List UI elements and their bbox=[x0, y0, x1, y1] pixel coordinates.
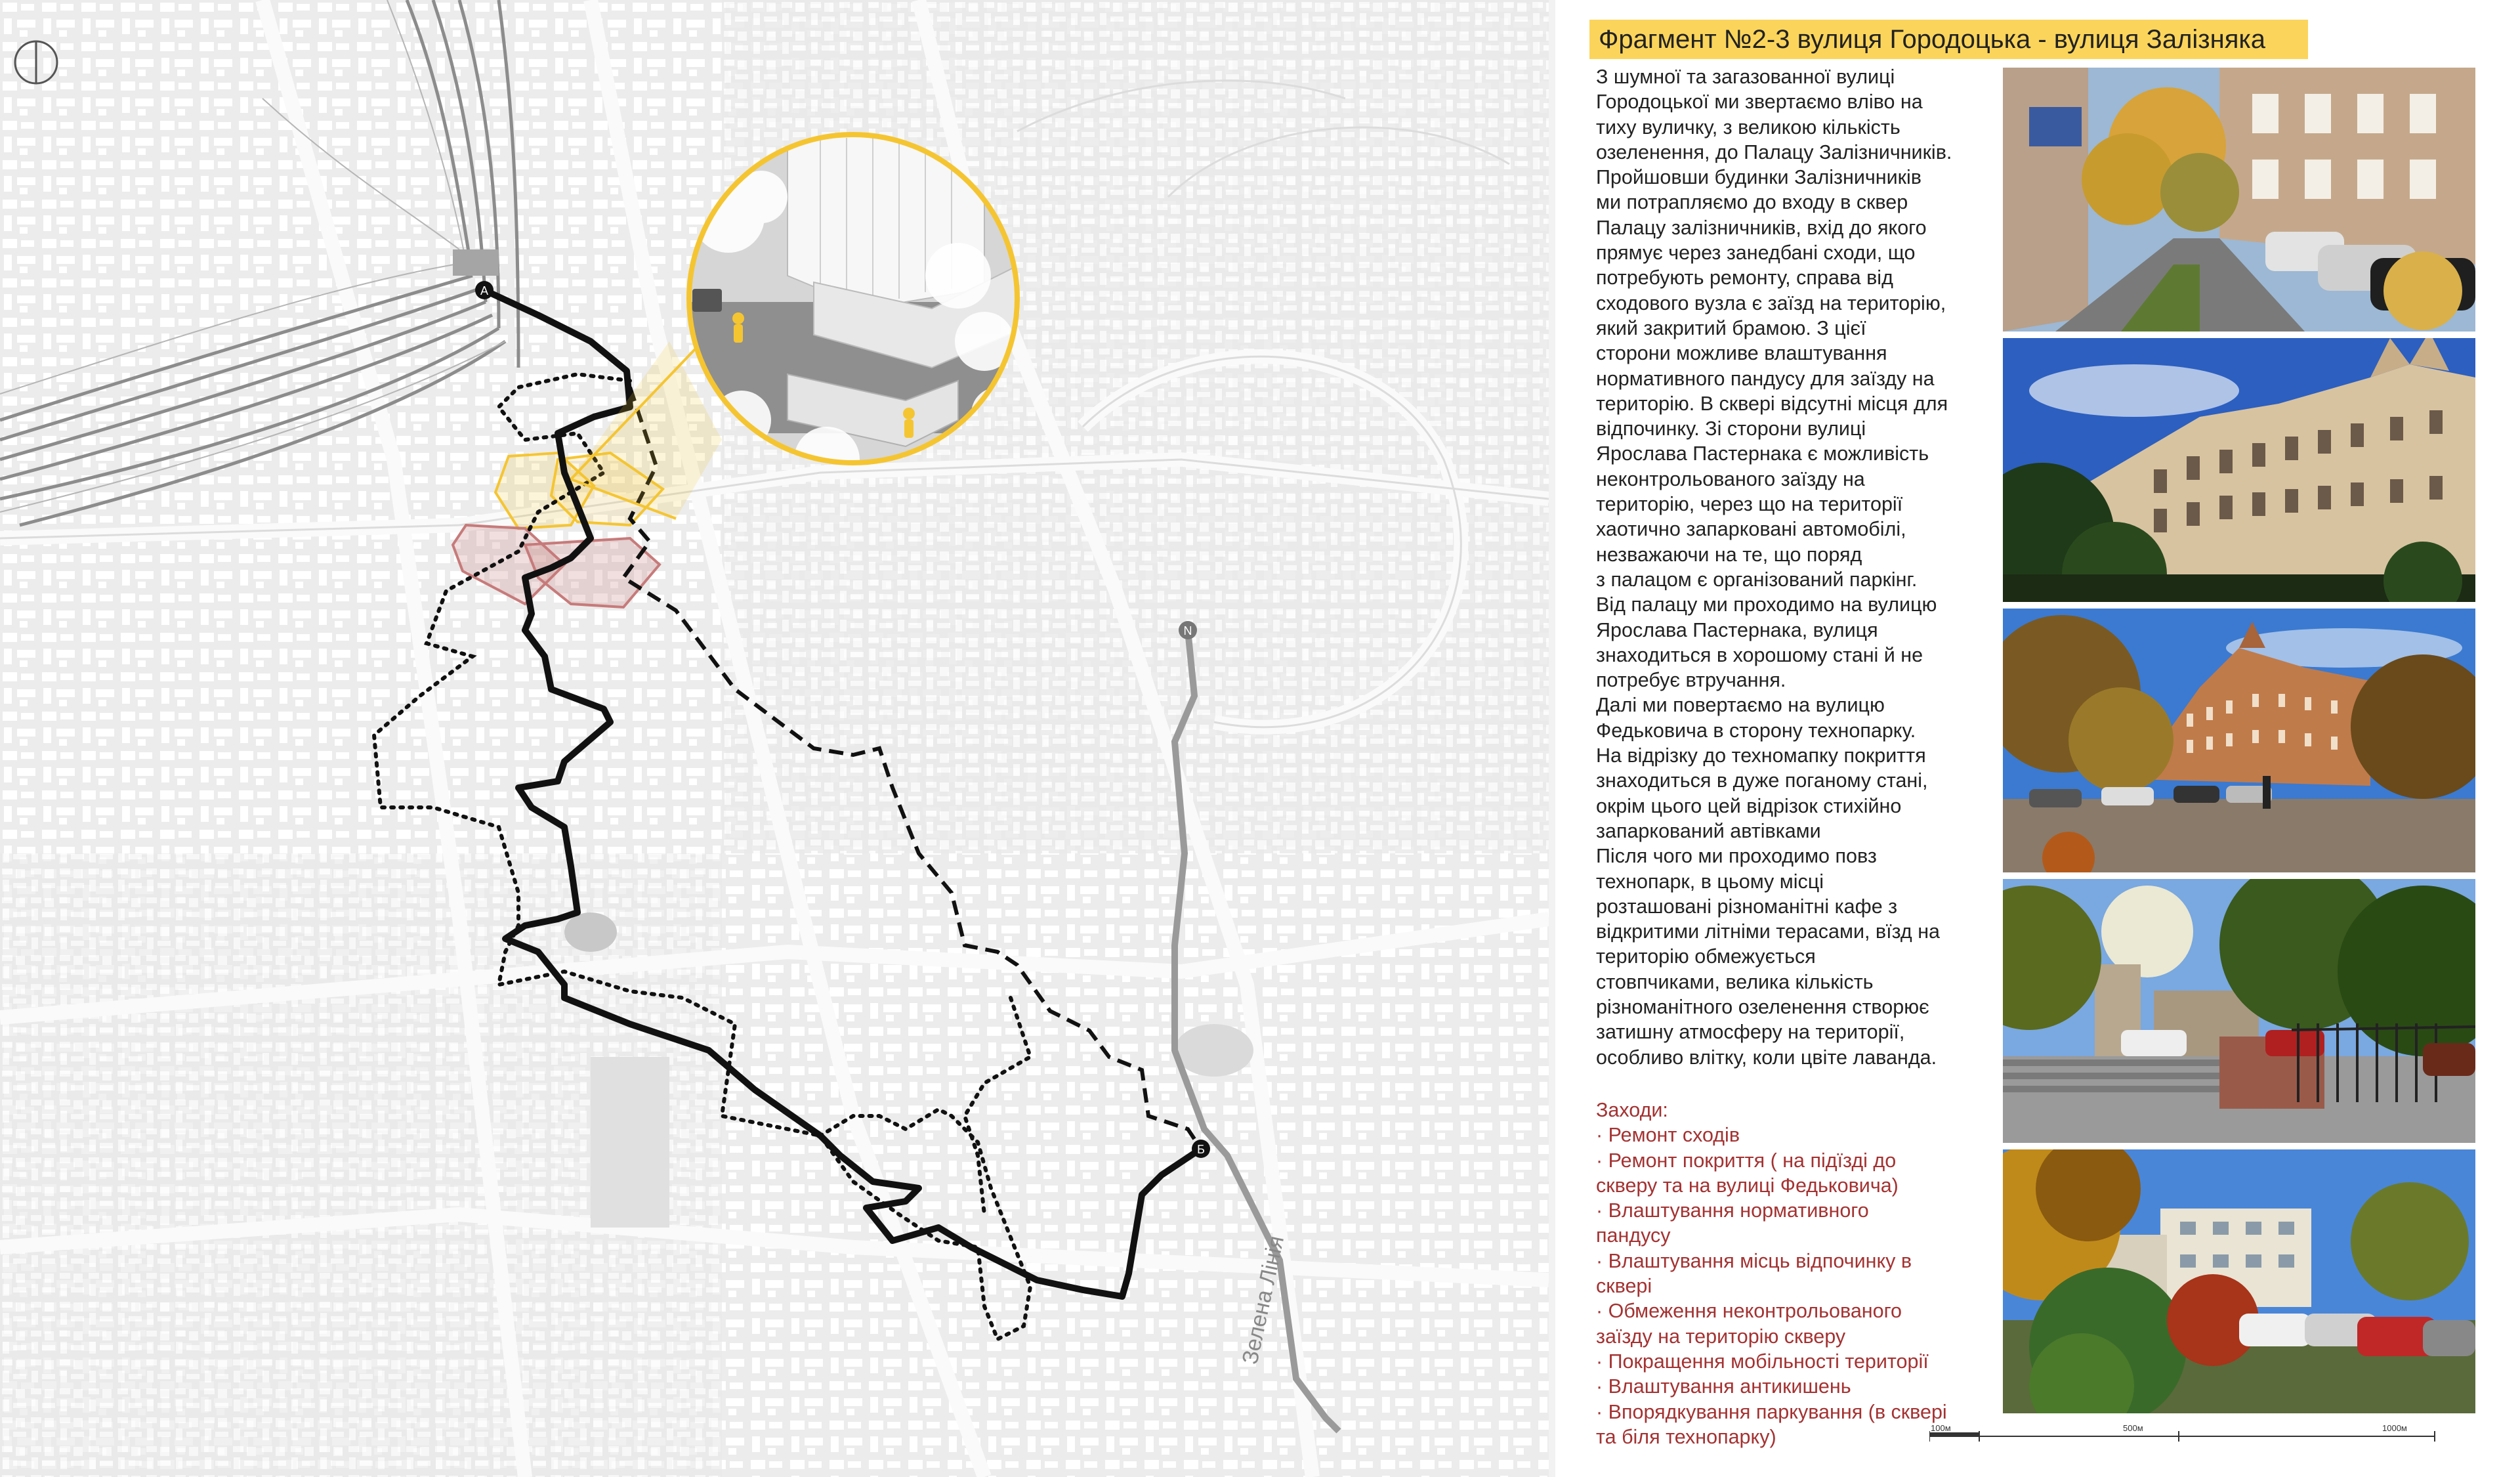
measure-item: скверу та на вулиці Федьковича) bbox=[1596, 1174, 1899, 1197]
measure-item: · Покращення мобільності території bbox=[1596, 1350, 1929, 1373]
description-line: територію. В сквері відсутні місця для bbox=[1596, 392, 1948, 415]
park-patch-2 bbox=[1175, 1024, 1253, 1077]
description-line: озеленення, до Палацу Залізничників. bbox=[1596, 140, 1952, 163]
description-line: тиху вуличку, з великою кількість bbox=[1596, 116, 1900, 139]
description-line: Від палацу ми проходимо на вулицю bbox=[1596, 593, 1937, 616]
measure-item: · Ремонт сходів bbox=[1596, 1124, 1740, 1147]
description-line: Федьковича в сторону технопарку. bbox=[1596, 719, 1916, 742]
description-line: технопарк, в цьому місці bbox=[1596, 870, 1824, 893]
rail-yard-south bbox=[591, 1057, 669, 1228]
green-line-start-marker[interactable] bbox=[1179, 621, 1197, 639]
photo-railway-palace[interactable] bbox=[2003, 338, 2475, 602]
photo-stairs-park[interactable] bbox=[2003, 879, 2475, 1143]
measure-item: пандусу bbox=[1596, 1224, 1671, 1247]
description-line: запаркований автівками bbox=[1596, 819, 1821, 842]
photo-street-greenery[interactable] bbox=[2003, 68, 2475, 332]
description-line: Пройшовши будинки Залізничників bbox=[1596, 166, 1922, 189]
description-line: потребує втручання. bbox=[1596, 669, 1786, 692]
description-line: неконтрольованого заїзду на bbox=[1596, 467, 1865, 490]
green-line-start-label: N bbox=[1183, 624, 1192, 637]
green-line-label: Зелена Лінія bbox=[1237, 1233, 1290, 1367]
description-line: незважаючи на те, що поряд bbox=[1596, 543, 1862, 566]
point-a-label: А bbox=[480, 284, 489, 297]
description-line: відкритими літніми терасами, вїзд на bbox=[1596, 920, 1940, 943]
railway-station-building bbox=[453, 249, 499, 276]
description-line: нормативного пандусу для заїзду на bbox=[1596, 367, 1935, 390]
photo-technopark-parking[interactable] bbox=[2003, 1149, 2475, 1413]
point-a-marker[interactable] bbox=[475, 281, 494, 299]
point-b-marker[interactable] bbox=[1192, 1140, 1210, 1158]
description-text bbox=[1596, 64, 2042, 1070]
description-line: Після чого ми проходимо повз bbox=[1596, 845, 1877, 868]
description-line: Палацу залізничників, вхід до якого bbox=[1596, 216, 1927, 239]
description-line: На відрізку до техномапку покриття bbox=[1596, 744, 1926, 767]
scale-bar bbox=[1929, 1423, 2441, 1449]
measure-item: · Влаштування антикишень bbox=[1596, 1375, 1851, 1398]
description-line: знаходиться в хорошому стані й не bbox=[1596, 643, 1923, 666]
measures-block bbox=[1596, 1098, 2042, 1449]
measure-item: · Впорядкування паркування (в сквері bbox=[1596, 1400, 1947, 1423]
description-line: З шумної та загазованної вулиці bbox=[1596, 66, 1895, 88]
description-line: Ярослава Пастернака є можливість bbox=[1596, 442, 1929, 465]
description-line: сходового вузла є заїзд на територію, bbox=[1596, 291, 1946, 314]
description-line: з палацом є організований паркінг. bbox=[1596, 568, 1918, 591]
point-b-label: Б bbox=[1197, 1143, 1205, 1156]
description-line: затишну атмосферу на території, bbox=[1596, 1021, 1905, 1044]
description-line: розташовані різноманітні кафе з bbox=[1596, 895, 1898, 918]
description-line: особливо влітку, коли цвіте лаванда. bbox=[1596, 1046, 1937, 1069]
description-line: ми потрапляємо до входу в сквер bbox=[1596, 191, 1908, 214]
measure-item: · Ремонт покриття ( на підїзді до bbox=[1596, 1149, 1897, 1172]
description-line: територію обмежується bbox=[1596, 945, 1816, 968]
park-patch bbox=[564, 912, 617, 952]
photo-palace-square[interactable] bbox=[2003, 609, 2475, 872]
description-line: різноманітного озеленення створює bbox=[1596, 995, 1929, 1018]
description-line: Ярослава Пастернака, вулиця bbox=[1596, 618, 1878, 641]
measure-item: та біля технопарку) bbox=[1596, 1425, 1776, 1448]
description-line: прямує через занедбані сходи, що bbox=[1596, 242, 1916, 265]
description-line: Далі ми повертаємо на вулицю bbox=[1596, 694, 1885, 717]
description-line: окрім цього цей відрізок стихійно bbox=[1596, 794, 1902, 817]
scale-label: 100м bbox=[1931, 1423, 1951, 1433]
measure-item: · Обмеження неконтрольованого bbox=[1596, 1300, 1902, 1323]
measure-item: · Влаштування нормативного bbox=[1596, 1199, 1869, 1222]
description-line: який закритий брамою. З цієї bbox=[1596, 316, 1866, 339]
measure-item: сквері bbox=[1596, 1275, 1652, 1298]
page-title: Фрагмент №2-3 вулиця Городоцька - вулиця Залізняка bbox=[1589, 20, 2308, 59]
measures-heading: Заходи: bbox=[1596, 1099, 1668, 1121]
scale-label: 1000м bbox=[2382, 1423, 2407, 1433]
measures-list bbox=[1596, 1123, 2042, 1449]
description-line: стовпчиками, велика кількість bbox=[1596, 970, 1874, 993]
description-line: хаотично запарковані автомобілі, bbox=[1596, 518, 1906, 541]
description-line: територію, через що на території bbox=[1596, 493, 1903, 516]
description-line: потребують ремонту, справа від bbox=[1596, 267, 1893, 289]
description-line: Городоцької ми звертаємо вліво на bbox=[1596, 91, 1923, 114]
description-line: сторони можливе влаштування bbox=[1596, 342, 1887, 365]
measure-item: · Влаштування місць відпочинку в bbox=[1596, 1249, 1912, 1272]
measure-item: заїзду на територію скверу bbox=[1596, 1325, 1846, 1348]
scale-label: 500м bbox=[2123, 1423, 2143, 1433]
description-line: знаходиться в дуже поганому стані, bbox=[1596, 769, 1928, 792]
side-panel bbox=[1555, 0, 2520, 1477]
description-line: відпочинку. Зі сторони вулиці bbox=[1596, 417, 1866, 440]
